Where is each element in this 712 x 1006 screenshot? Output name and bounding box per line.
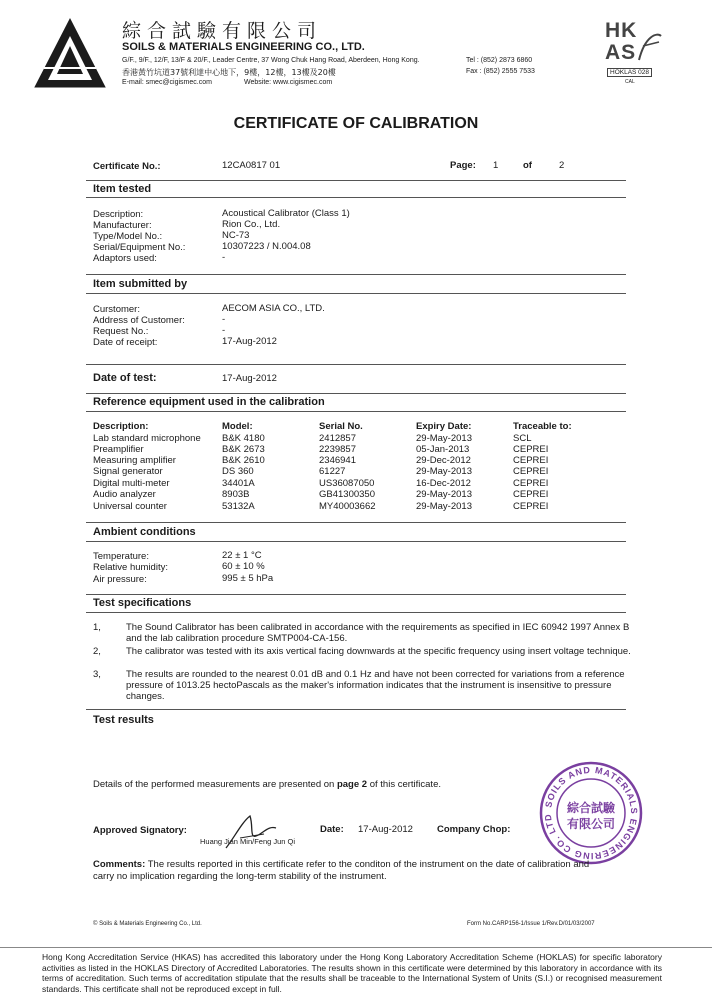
table-cell: 61227 <box>319 466 346 477</box>
hkas-logo-text: HKAS <box>605 19 638 64</box>
field-value: Rion Co., Ltd. <box>222 219 281 230</box>
company-address-chinese: 香港黃竹坑道37號利達中心地下，9樓，12樓，13樓及20樓 <box>122 68 336 77</box>
table-cell: GB41300350 <box>319 489 375 500</box>
table-cell: SCL <box>513 433 532 444</box>
footer-copyright: © Soils & Materials Engineering Co., Ltd. <box>93 921 202 927</box>
certificate-no-value: 12CA0817 01 <box>222 160 281 171</box>
table-cell: 29-May-2013 <box>416 501 472 512</box>
section-heading-test-specifications: Test specifications <box>93 597 192 609</box>
field-label: Air pressure: <box>93 574 147 585</box>
field-label: Description: <box>93 209 144 220</box>
table-cell: Audio analyzer <box>93 489 156 500</box>
field-value: - <box>222 314 226 325</box>
date-of-test-value: 17-Aug-2012 <box>222 373 277 384</box>
column-header: Serial No. <box>319 421 363 432</box>
table-cell: 53132A <box>222 501 255 512</box>
field-label: Serial/Equipment No.: <box>93 242 186 253</box>
page-total: 2 <box>559 160 565 171</box>
section-heading-test-results: Test results <box>93 714 154 726</box>
divider <box>86 594 626 595</box>
field-value: 995 ± 5 hPa <box>222 573 274 584</box>
company-tel: Tel : (852) 2873 6860 <box>466 57 533 64</box>
table-cell: 29-May-2013 <box>416 489 472 500</box>
test-results-details <box>93 779 441 790</box>
divider <box>86 364 626 365</box>
comments-line-1 <box>93 859 589 870</box>
svg-text:綜合試驗: 綜合試驗 <box>566 801 616 815</box>
field-value: 60 ± 10 % <box>222 561 265 572</box>
divider <box>86 197 626 198</box>
table-cell: 2412857 <box>319 433 356 444</box>
spec-text: The Sound Calibrator has been calibrated in accordance with the requirements as specified in IEC 60942 1997 Annex B and the lab calibration procedure SMTP004-CA-156. <box>126 622 630 644</box>
table-cell: 8903B <box>222 489 250 500</box>
company-address-english: G/F., 9/F., 12/F, 13/F & 20/F., Leader Centre, 37 Wong Chuk Hang Road, Aberdeen, Hong Kong. <box>122 57 420 64</box>
signature <box>220 808 280 856</box>
field-label: Relative humidity: <box>93 562 168 573</box>
spec-number: 3, <box>93 669 101 680</box>
table-cell: 05-Jan-2013 <box>416 444 470 455</box>
table-cell: Digital multi-meter <box>93 478 170 489</box>
certificate-title: CERTIFICATE OF CALIBRATION <box>233 115 479 132</box>
divider <box>86 393 626 394</box>
column-header: Traceable to: <box>513 421 572 432</box>
section-heading-item-tested: Item tested <box>93 183 152 195</box>
field-label: Adaptors used: <box>93 253 157 264</box>
hkas-accreditation-statement: Hong Kong Accreditation Service (HKAS) has accredited this laboratory under the Hong Kong Laboratory Accreditation Scheme (HOKLAS) for specific laboratory activities as listed in the HOKLAS Directory of Accredited Laboratories. The results shown in this certificate were determined by this laboratory in accordance with its terms of accreditation. Such terms of accreditation stipulate that the results shall be traceable to the International System of Units (S.I.) or recognised measurement standards. This certificate shall not be reproduced except in full. <box>42 952 662 994</box>
table-cell: 29-May-2013 <box>416 433 472 444</box>
table-cell: B&K 4180 <box>222 433 265 444</box>
table-cell: US36087050 <box>319 478 375 489</box>
section-heading-ambient: Ambient conditions <box>93 526 196 538</box>
field-value: - <box>222 325 226 336</box>
comments-line-2: carry no implication regarding the long-term stability of the instrument. <box>93 871 387 882</box>
field-label: Address of Customer: <box>93 315 185 326</box>
page-label: Page: <box>450 160 476 171</box>
company-name-english: SOILS & MATERIALS ENGINEERING CO., LTD. <box>122 41 365 53</box>
field-label: Temperature: <box>93 551 149 562</box>
table-cell: DS 360 <box>222 466 254 477</box>
signatory-names: Huang Jian Min/Feng Jun Qi <box>200 837 296 846</box>
table-cell: CEPREI <box>513 478 549 489</box>
table-cell: 2346941 <box>319 455 356 466</box>
field-value: NC-73 <box>222 230 250 241</box>
field-value: 17-Aug-2012 <box>222 336 277 347</box>
table-cell: CEPREI <box>513 455 549 466</box>
column-header: Model: <box>222 421 253 432</box>
hoklas-sub: CAL <box>625 79 635 85</box>
comments-label: Comments: <box>93 859 146 870</box>
divider <box>86 293 626 294</box>
company-website: Website: www.cigismec.com <box>244 79 333 86</box>
section-heading-item-submitted: Item submitted by <box>93 278 188 290</box>
certificate-no-label: Certificate No.: <box>93 161 161 172</box>
approved-signatory-label: Approved Signatory: <box>93 825 187 836</box>
table-cell: B&K 2610 <box>222 455 265 466</box>
page-of: of <box>523 160 532 171</box>
table-cell: B&K 2673 <box>222 444 265 455</box>
table-cell: 34401A <box>222 478 255 489</box>
table-cell: 16-Dec-2012 <box>416 478 471 489</box>
comments-text-1: The results reported in this certificate refer to the conditon of the instrument on the date of calibration and <box>145 859 590 870</box>
table-cell: Measuring amplifier <box>93 455 176 466</box>
company-chop-label: Company Chop: <box>437 824 511 835</box>
signatory-date-label: Date: <box>320 824 344 835</box>
divider <box>86 180 626 181</box>
footer-form-number: Form No.CARP156-1/Issue 1/Rev.D/01/03/2007 <box>467 921 595 927</box>
company-logo <box>30 14 110 92</box>
details-page-ref: page 2 <box>336 779 368 790</box>
signatory-date-value: 17-Aug-2012 <box>358 824 413 835</box>
divider <box>86 612 626 613</box>
company-email: E-mail: smec@cigismec.com <box>122 79 212 86</box>
table-cell: CEPREI <box>513 466 549 477</box>
field-value: - <box>222 252 226 263</box>
field-label: Request No.: <box>93 326 149 337</box>
svg-text:有限公司: 有限公司 <box>566 817 616 831</box>
spec-text: The results are rounded to the nearest 0.01 dB and 0.1 Hz and have not been corrected for variations from a reference pressure of 1013.25 hectoPascals as the maker's information indicates that the instrument is insensitive to pressure changes. <box>126 669 625 702</box>
table-cell: MY40003662 <box>319 501 376 512</box>
table-cell: Lab standard microphone <box>93 433 201 444</box>
table-cell: CEPREI <box>513 489 549 500</box>
table-cell: Signal generator <box>93 466 163 477</box>
company-chop-stamp <box>538 760 644 866</box>
details-prefix: Details of the performed measurements are presented on <box>93 779 337 790</box>
spec-number: 2, <box>93 646 101 657</box>
divider <box>86 411 626 412</box>
page-current: 1 <box>493 160 499 171</box>
field-label: Type/Model No.: <box>93 231 163 242</box>
column-header: Expiry Date: <box>416 421 472 432</box>
divider <box>86 541 626 542</box>
company-name-chinese: 綜合試驗有限公司 <box>122 20 323 42</box>
table-cell: 2239857 <box>319 444 356 455</box>
date-of-test-label: Date of test: <box>93 372 157 384</box>
spec-number: 1, <box>93 622 101 633</box>
field-value: 10307223 / N.004.08 <box>222 241 311 252</box>
column-header: Description: <box>93 421 149 432</box>
section-heading-reference-equipment: Reference equipment used in the calibration <box>93 396 325 408</box>
field-label: Curstomer: <box>93 304 140 315</box>
table-cell: Preamplifier <box>93 444 144 455</box>
field-label: Manufacturer: <box>93 220 152 231</box>
field-value: Acoustical Calibrator (Class 1) <box>222 208 350 219</box>
divider <box>86 709 626 710</box>
details-suffix: of this certificate. <box>367 779 441 790</box>
footer-divider <box>0 947 712 948</box>
company-fax: Fax : (852) 2555 7533 <box>466 68 535 75</box>
table-cell: Universal counter <box>93 501 167 512</box>
field-value: AECOM ASIA CO., LTD. <box>222 303 325 314</box>
table-cell: 29-May-2013 <box>416 466 472 477</box>
table-cell: CEPREI <box>513 501 549 512</box>
spec-text: The calibrator was tested with its axis vertical facing downwards at the specific frequency using insert voltage technique. <box>126 646 631 657</box>
table-cell: CEPREI <box>513 444 549 455</box>
field-label: Date of receipt: <box>93 337 158 348</box>
hkas-logo <box>605 19 665 85</box>
table-cell: 29-Dec-2012 <box>416 455 471 466</box>
divider <box>86 274 626 275</box>
divider <box>86 522 626 523</box>
svg-text:SOILS AND MATERIALS ENGINEERIN: SOILS AND MATERIALS ENGINEERING CO. LTD <box>542 764 640 862</box>
hoklas-number: HOKLAS 028 <box>607 68 652 77</box>
field-value: 22 ± 1 °C <box>222 550 262 561</box>
